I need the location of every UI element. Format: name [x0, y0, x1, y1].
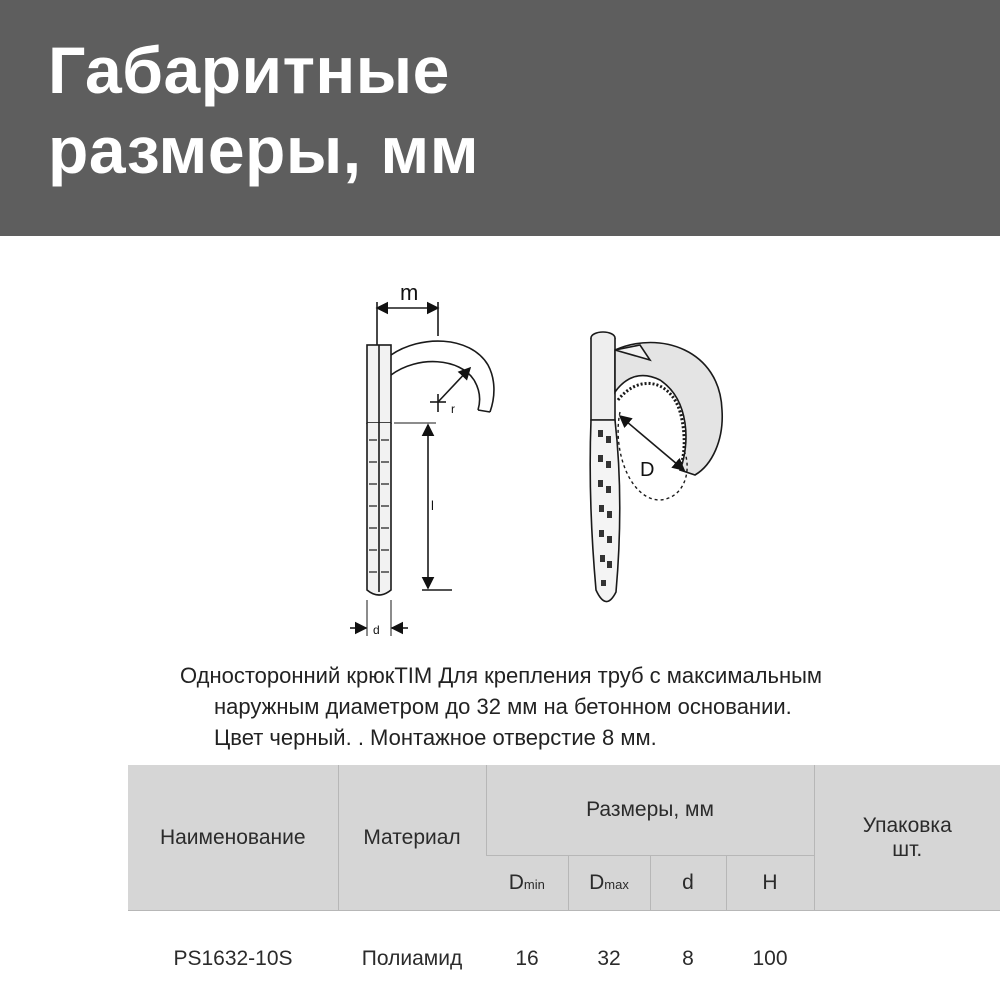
description-line-2: наружным диаметром до 32 мм на бетонном основании.	[180, 691, 970, 722]
header-dmax: Dmax	[568, 856, 650, 911]
header-name: Наименование	[128, 765, 338, 911]
header-d: d	[650, 856, 726, 911]
label-r: r	[451, 402, 455, 416]
page-title	[48, 30, 479, 190]
label-l: l	[431, 498, 434, 513]
product-description	[180, 660, 970, 753]
cell-d: 8	[650, 911, 726, 1004]
header-pack-line2: шт.	[816, 838, 1000, 862]
cell-dmax: 32	[568, 911, 650, 1004]
description-line-1: Односторонний крюкTIM Для крепления труб с максимальным	[180, 660, 970, 691]
hook-side-view	[350, 302, 494, 636]
cell-material: Полиамид	[338, 911, 486, 1004]
cell-name: PS1632-10S	[128, 911, 338, 1004]
header-h: H	[726, 856, 814, 911]
cell-h: 100	[726, 911, 814, 1004]
header-pack-line1: Упаковка	[816, 814, 1000, 838]
title-line-1: Габаритные	[48, 30, 479, 110]
spec-table	[128, 765, 1000, 1004]
title-line-2: размеры, мм	[48, 110, 479, 190]
label-d: d	[373, 623, 380, 637]
table-row	[128, 911, 1000, 1004]
hook-perspective-view	[590, 332, 722, 602]
description-line-3: Цвет черный. . Монтажное отверстие 8 мм.	[180, 722, 970, 753]
label-m: m	[400, 280, 418, 305]
cell-dmin: 16	[486, 911, 568, 1004]
dimension-drawing	[300, 270, 760, 650]
header-banner	[0, 0, 1000, 236]
header-dmin: Dmin	[486, 856, 568, 911]
header-pack	[814, 765, 1000, 911]
header-sizes: Размеры, мм	[486, 765, 814, 856]
cell-pack	[814, 911, 1000, 1004]
label-D: D	[640, 459, 654, 481]
header-material: Материал	[338, 765, 486, 911]
